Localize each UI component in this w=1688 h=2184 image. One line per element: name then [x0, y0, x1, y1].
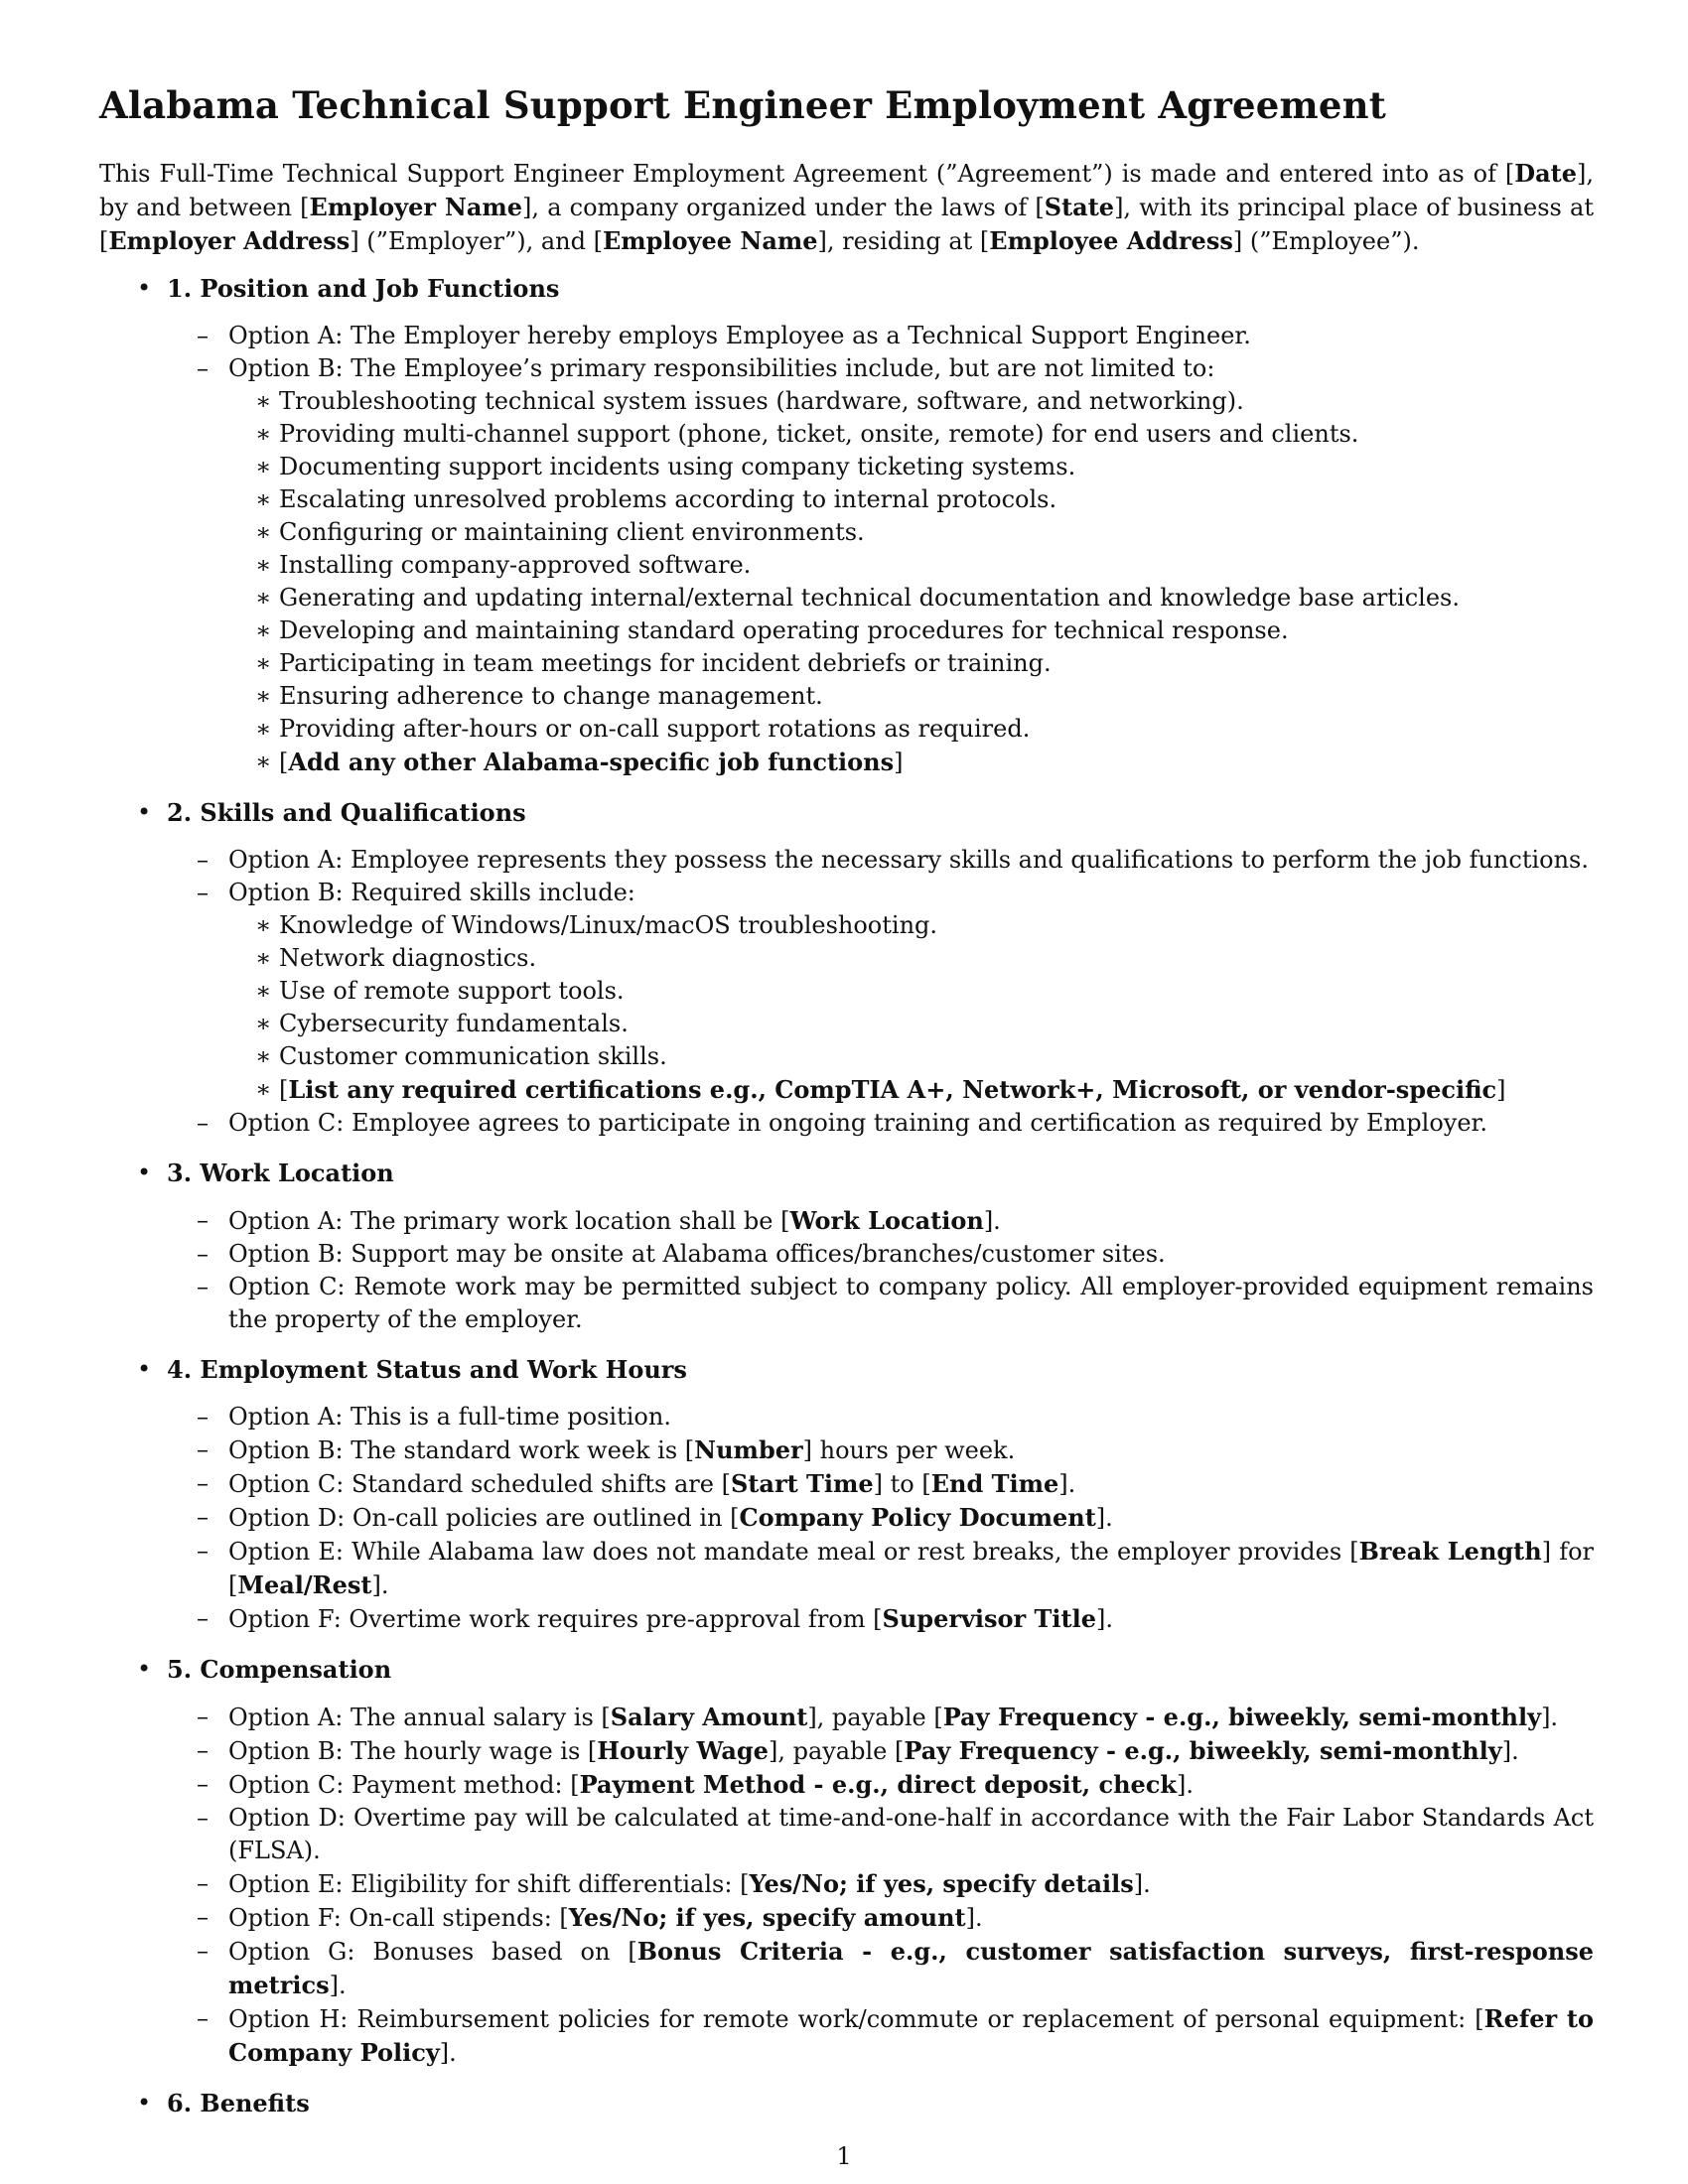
text-run: Troubleshooting technical system issues (hardware, software, and networking). — [279, 387, 1244, 415]
option-list — [167, 1204, 1594, 1336]
placeholder-field: Employer Name — [309, 193, 523, 221]
section — [99, 1653, 1594, 2070]
sub-item — [228, 582, 1594, 614]
asterisk-icon: ∗ — [255, 715, 272, 743]
text-run: ] (”Employer”), and [ — [350, 227, 603, 255]
sub-item — [228, 1008, 1594, 1040]
asterisk-icon: ∗ — [255, 944, 272, 972]
option-text — [228, 1436, 1015, 1464]
sub-item-text — [279, 1010, 629, 1037]
option-text — [228, 1605, 1113, 1633]
dash-icon: – — [197, 1869, 209, 1897]
dash-icon: – — [197, 846, 209, 874]
text-run: ]. — [965, 1904, 983, 1932]
bullet-icon: • — [137, 1355, 152, 1383]
text-run: ]. — [1541, 1704, 1559, 1731]
option-item — [167, 877, 1594, 1107]
dash-icon: – — [197, 1770, 209, 1798]
text-run: Option C: Standard scheduled shifts are [ — [228, 1470, 731, 1498]
dash-icon: – — [197, 1937, 209, 1965]
placeholder-field: Bonus Criteria - e.g., customer satisfaction surveys, first-response metrics — [228, 1937, 1595, 1999]
dash-icon: – — [197, 1537, 209, 1565]
text-run: ], residing at [ — [817, 227, 990, 255]
option-text — [228, 1207, 1001, 1235]
option-item — [167, 844, 1594, 877]
option-item — [167, 1901, 1594, 1935]
text-run: Option E: While Alabama law does not mandate meal or rest breaks, the employer provides [ — [228, 1538, 1359, 1566]
sub-item — [228, 1073, 1594, 1107]
option-item — [167, 1401, 1594, 1433]
dash-icon: – — [197, 879, 209, 906]
dash-icon: – — [197, 1469, 209, 1497]
text-run: ]. — [983, 1207, 1001, 1235]
option-item — [167, 352, 1594, 779]
text-run: Option B: The hourly wage is [ — [228, 1737, 598, 1765]
text-run: Option D: On-call policies are outlined in [ — [228, 1504, 740, 1532]
text-run: Option A: The annual salary is [ — [228, 1704, 611, 1731]
text-run: This Full-Time Technical Support Engineer Employment Agreement (”Agreement”) is made and entered into as of [ — [99, 160, 1515, 188]
placeholder-field: Work Location — [789, 1206, 984, 1235]
text-run: Option F: Overtime work requires pre-approval from [ — [228, 1605, 883, 1633]
asterisk-icon: ∗ — [255, 682, 272, 710]
sub-item-text — [279, 616, 1289, 644]
option-item — [167, 1271, 1594, 1336]
text-run: Option A: The primary work location shall be [ — [228, 1207, 790, 1235]
sub-item-text — [279, 551, 751, 579]
sub-item-text — [279, 453, 1075, 480]
sub-item-text — [279, 420, 1358, 448]
asterisk-icon: ∗ — [255, 453, 272, 480]
sub-item-text — [279, 977, 625, 1005]
asterisk-icon: ∗ — [255, 1075, 272, 1103]
asterisk-icon: ∗ — [255, 518, 272, 546]
option-item — [167, 1768, 1594, 1802]
asterisk-icon: ∗ — [255, 387, 272, 415]
text-run: Option C: Remote work may be permitted subject to company policy. All employer-provided equipment remains the property of the employer. — [228, 1273, 1594, 1333]
asterisk-icon: ∗ — [255, 420, 272, 448]
section-title: 6. Benefits — [167, 2089, 310, 2117]
bullet-icon: • — [137, 1655, 152, 1683]
sub-item-text — [279, 911, 937, 939]
option-item — [167, 1701, 1594, 1734]
asterisk-icon: ∗ — [255, 1010, 272, 1037]
placeholder-field: Company Policy Document — [739, 1503, 1096, 1532]
section-title: 5. Compensation — [167, 1655, 392, 1684]
sub-item-text — [279, 1076, 1506, 1104]
dash-icon: – — [197, 1604, 209, 1632]
sub-item — [228, 975, 1594, 1008]
text-run: ], payable [ — [807, 1704, 943, 1731]
text-run: Escalating unresolved problems according to internal protocols. — [279, 485, 1057, 513]
option-list — [167, 844, 1594, 1140]
placeholder-field: Supervisor Title — [882, 1604, 1097, 1633]
section — [99, 1157, 1594, 1336]
dash-icon: – — [197, 322, 209, 349]
asterisk-icon: ∗ — [255, 977, 272, 1005]
bullet-icon: • — [137, 274, 152, 302]
option-text — [228, 1737, 1519, 1765]
sub-item — [228, 746, 1594, 779]
sub-item — [228, 942, 1594, 975]
sub-item — [228, 614, 1594, 647]
dash-icon: – — [197, 1403, 209, 1431]
text-run: Use of remote support tools. — [279, 977, 625, 1005]
text-run: Option F: On-call stipends: [ — [228, 1904, 569, 1932]
dash-icon: – — [197, 354, 209, 382]
text-run: Option A: Employee represents they possess the necessary skills and qualifications to perform the job functions. — [228, 846, 1590, 874]
text-run: ], with its principal place of business at [ — [99, 194, 1594, 255]
dash-icon: – — [197, 1206, 209, 1234]
asterisk-icon: ∗ — [255, 616, 272, 644]
placeholder-field: Refer to Company Policy — [228, 2004, 1594, 2067]
text-run: ] — [894, 749, 904, 776]
sub-item — [228, 680, 1594, 713]
sub-item-text — [279, 387, 1244, 415]
sub-item — [228, 385, 1594, 418]
placeholder-field: Hourly Wage — [597, 1736, 769, 1765]
dash-icon: – — [197, 1240, 209, 1268]
dash-icon: – — [197, 1273, 209, 1300]
dash-icon: – — [197, 1804, 209, 1832]
text-run: Option B: The standard work week is [ — [228, 1436, 695, 1464]
option-text — [228, 1403, 671, 1431]
text-run: Option G: Bonuses based on [ — [228, 1938, 637, 1966]
option-text — [228, 1240, 1166, 1268]
text-run: Providing multi-channel support (phone, ticket, onsite, remote) for end users and clients. — [279, 420, 1359, 448]
option-text — [228, 1704, 1558, 1731]
sub-item — [228, 549, 1594, 582]
option-item — [167, 1238, 1594, 1271]
intro-paragraph — [99, 157, 1594, 258]
text-run: Providing after-hours or on-call support rotations as required. — [279, 715, 1031, 743]
sub-item — [228, 713, 1594, 746]
bullet-icon: • — [137, 2089, 152, 2116]
text-run: ]. — [1177, 1771, 1195, 1799]
text-run: Configuring or maintaining client environments. — [279, 518, 865, 546]
text-run: ] to [ — [873, 1470, 931, 1498]
option-item — [167, 1935, 1594, 2002]
asterisk-icon: ∗ — [255, 584, 272, 612]
text-run: ] hours per week. — [802, 1436, 1016, 1464]
placeholder-field: Break Length — [1358, 1537, 1542, 1566]
placeholder-field: Employer Address — [108, 226, 351, 255]
asterisk-icon: ∗ — [255, 748, 272, 775]
text-run: ]. — [1058, 1470, 1076, 1498]
option-item — [167, 1535, 1594, 1602]
section — [99, 2087, 1594, 2119]
bullet-icon: • — [137, 798, 152, 826]
placeholder-field: State — [1044, 193, 1115, 221]
sub-item-list — [228, 909, 1594, 1107]
text-run: Option E: Eligibility for shift differentials: [ — [228, 1870, 750, 1898]
dash-icon: – — [197, 1435, 209, 1463]
text-run: ], payable [ — [768, 1737, 905, 1765]
sub-item-text — [279, 518, 865, 546]
sub-item-text — [279, 485, 1056, 513]
text-run: [ — [279, 749, 289, 776]
text-run: ] for [ — [228, 1538, 1594, 1599]
section-title: 2. Skills and Qualifications — [167, 798, 526, 827]
section-title: 3. Work Location — [167, 1159, 394, 1187]
bullet-icon: • — [137, 1159, 152, 1186]
section-list — [99, 272, 1594, 2119]
dash-icon: – — [197, 1703, 209, 1730]
document-page — [99, 83, 1594, 2136]
section-title: 1. Position and Job Functions — [167, 274, 560, 303]
option-text — [228, 1470, 1075, 1498]
sub-item — [228, 451, 1594, 483]
option-item — [167, 320, 1594, 352]
option-list — [167, 1401, 1594, 1636]
section — [99, 796, 1594, 1140]
sub-item-text — [279, 584, 1460, 612]
text-run: [ — [279, 1076, 289, 1104]
document-title: Alabama Technical Support Engineer Employment Agreement — [99, 83, 1386, 127]
sub-item — [228, 647, 1594, 680]
option-text — [228, 1870, 1151, 1898]
text-run: Option C: Payment method: [ — [228, 1771, 580, 1799]
text-run: ]. — [1095, 1504, 1113, 1532]
sub-item — [228, 1040, 1594, 1073]
page-number: 1 — [836, 2142, 852, 2170]
placeholder-field: Payment Method - e.g., direct deposit, check — [579, 1770, 1178, 1799]
placeholder-field: Yes/No; if yes, specify amount — [568, 1903, 966, 1932]
option-text — [228, 1904, 983, 1932]
text-run: Generating and updating internal/external technical documentation and knowledge base articles. — [279, 584, 1460, 612]
option-text — [228, 879, 635, 906]
option-text — [228, 1771, 1194, 1799]
option-text — [228, 846, 1589, 874]
placeholder-field: Number — [694, 1435, 803, 1464]
section — [99, 1353, 1594, 1636]
option-text — [228, 1538, 1594, 1599]
sub-item-text — [279, 749, 903, 776]
text-run: ]. — [371, 1571, 389, 1599]
text-run: Option C: Employee agrees to participate in ongoing training and certification as required by Employer. — [228, 1109, 1488, 1137]
placeholder-field: Date — [1514, 159, 1577, 188]
text-run: ] — [1496, 1076, 1506, 1104]
placeholder-field: Salary Amount — [610, 1703, 808, 1731]
option-list — [167, 320, 1594, 779]
option-item — [167, 2002, 1594, 2070]
option-text — [228, 1804, 1594, 1864]
sub-item — [228, 909, 1594, 942]
asterisk-icon: ∗ — [255, 1042, 272, 1070]
placeholder-field: Meal/Rest — [237, 1570, 372, 1599]
option-item — [167, 1107, 1594, 1140]
placeholder-field: Yes/No; if yes, specify details — [749, 1869, 1134, 1898]
dash-icon: – — [197, 2004, 209, 2032]
placeholder-field: Add any other Alabama-specific job functions — [288, 748, 895, 776]
text-run: Option A: This is a full-time position. — [228, 1403, 671, 1431]
dash-icon: – — [197, 1503, 209, 1531]
text-run: ] (”Employee”). — [1232, 227, 1420, 255]
option-text — [228, 322, 1251, 349]
sub-item — [228, 483, 1594, 516]
section-title: 4. Employment Status and Work Hours — [167, 1355, 687, 1384]
option-item — [167, 1602, 1594, 1636]
dash-icon: – — [197, 1903, 209, 1931]
sub-item — [228, 418, 1594, 451]
option-text — [228, 2005, 1594, 2067]
text-run: Option B: Support may be onsite at Alabama offices/branches/customer sites. — [228, 1240, 1166, 1268]
option-item — [167, 1501, 1594, 1535]
text-run: ], by and between [ — [99, 160, 1594, 221]
text-run: Option B: The Employee’s primary responsibilities include, but are not limited to: — [228, 354, 1215, 382]
option-text — [228, 1938, 1594, 1999]
text-run: Customer communication skills. — [279, 1042, 667, 1070]
text-run: Option B: Required skills include: — [228, 879, 635, 906]
option-item — [167, 1433, 1594, 1467]
sub-item-text — [279, 649, 1052, 677]
text-run: ], a company organized under the laws of [ — [522, 194, 1045, 221]
option-item — [167, 1204, 1594, 1238]
sub-item-text — [279, 1042, 667, 1070]
sub-item-text — [279, 682, 823, 710]
text-run: ]. — [1501, 1737, 1519, 1765]
option-text — [228, 1109, 1487, 1137]
text-run: Participating in team meetings for incident debriefs or training. — [279, 649, 1052, 677]
asterisk-icon: ∗ — [255, 551, 272, 579]
placeholder-field: End Time — [930, 1469, 1059, 1498]
placeholder-field: Pay Frequency - e.g., biweekly, semi-monthly — [904, 1736, 1502, 1765]
placeholder-field: Start Time — [730, 1469, 874, 1498]
text-run: ]. — [329, 1972, 347, 1999]
option-text — [228, 354, 1214, 382]
sub-item-text — [279, 944, 536, 972]
option-text — [228, 1273, 1594, 1333]
asterisk-icon: ∗ — [255, 485, 272, 513]
option-item — [167, 1867, 1594, 1901]
text-run: Option A: The Employer hereby employs Employee as a Technical Support Engineer. — [228, 322, 1251, 349]
asterisk-icon: ∗ — [255, 911, 272, 939]
text-run: Network diagnostics. — [279, 944, 537, 972]
option-item — [167, 1467, 1594, 1501]
asterisk-icon: ∗ — [255, 649, 272, 677]
text-run: Option H: Reimbursement policies for remote work/commute or replacement of personal equipment: [ — [228, 2005, 1484, 2033]
text-run: Option D: Overtime pay will be calculated at time-and-one-half in accordance with the Fair Labor Standards Act (FLSA). — [228, 1804, 1594, 1864]
text-run: Developing and maintaining standard operating procedures for technical response. — [279, 616, 1289, 644]
text-run: ]. — [1096, 1605, 1114, 1633]
text-run: Ensuring adherence to change management. — [279, 682, 823, 710]
dash-icon: – — [197, 1736, 209, 1764]
text-run: Installing company-approved software. — [279, 551, 752, 579]
placeholder-field: Employee Address — [989, 226, 1233, 255]
text-run: ]. — [439, 2039, 457, 2067]
text-run: Documenting support incidents using company ticketing systems. — [279, 453, 1076, 480]
sub-item — [228, 516, 1594, 549]
text-run: Cybersecurity fundamentals. — [279, 1010, 629, 1037]
dash-icon: – — [197, 1109, 209, 1137]
sub-item-text — [279, 715, 1030, 743]
option-item — [167, 1802, 1594, 1867]
placeholder-field: List any required certifications e.g., CompTIA A+, Network+, Microsoft, or vendor-specific — [288, 1075, 1497, 1104]
sub-item-list — [228, 385, 1594, 779]
placeholder-field: Pay Frequency - e.g., biweekly, semi-monthly — [942, 1703, 1542, 1731]
placeholder-field: Employee Name — [602, 226, 818, 255]
option-list — [167, 1701, 1594, 2070]
text-run: Knowledge of Windows/Linux/macOS troubleshooting. — [279, 911, 938, 939]
text-run: ]. — [1133, 1870, 1151, 1898]
option-text — [228, 1504, 1113, 1532]
option-item — [167, 1734, 1594, 1768]
section — [99, 272, 1594, 779]
